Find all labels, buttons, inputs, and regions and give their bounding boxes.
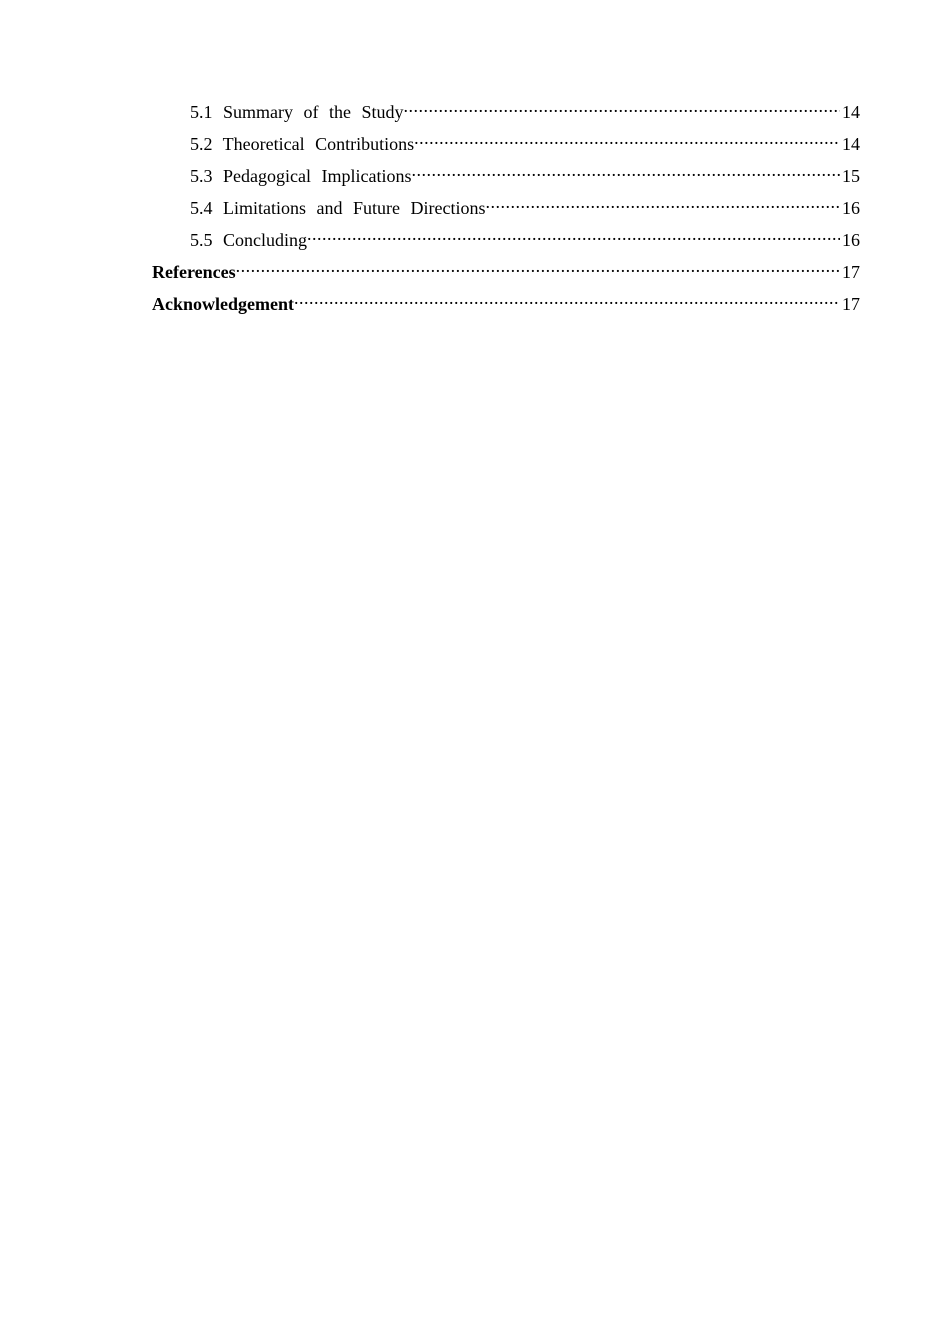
- dot-leader: [294, 286, 840, 310]
- toc-entry-5-1: [152, 94, 860, 126]
- toc-entry-page-number: 16: [842, 198, 860, 218]
- dot-leader: [404, 94, 841, 118]
- toc-entry-page-number: 17: [842, 294, 860, 314]
- toc-entry-title: 5.1 Summary of the Study: [190, 102, 404, 122]
- toc-entry-page-number: 17: [842, 262, 860, 282]
- toc-entry-title: References: [152, 262, 236, 282]
- toc-entry-5-3: [152, 158, 860, 190]
- table-of-contents: [152, 94, 860, 318]
- toc-entry-5-2: [152, 126, 860, 158]
- toc-entry-references: [152, 254, 860, 286]
- toc-entry-title: 5.5 Concluding: [190, 230, 307, 250]
- toc-entry-title: 5.3 Pedagogical Implications: [190, 166, 412, 186]
- toc-entry-5-4: [152, 190, 860, 222]
- toc-entry-acknowledgement: [152, 286, 860, 318]
- toc-entry-title: 5.2 Theoretical Contributions: [190, 134, 415, 154]
- dot-leader: [236, 254, 840, 278]
- toc-entry-page-number: 15: [842, 166, 860, 186]
- toc-entry-title: Acknowledgement: [152, 294, 294, 314]
- toc-entry-5-5: [152, 222, 860, 254]
- toc-entry-page-number: 16: [842, 230, 860, 250]
- toc-entry-page-number: 14: [842, 102, 860, 122]
- toc-entry-page-number: 14: [842, 134, 860, 154]
- dot-leader: [485, 190, 840, 214]
- toc-entry-title: 5.4 Limitations and Future Directions: [190, 198, 486, 218]
- dot-leader: [414, 126, 840, 150]
- dot-leader: [411, 158, 840, 182]
- dot-leader: [307, 222, 840, 246]
